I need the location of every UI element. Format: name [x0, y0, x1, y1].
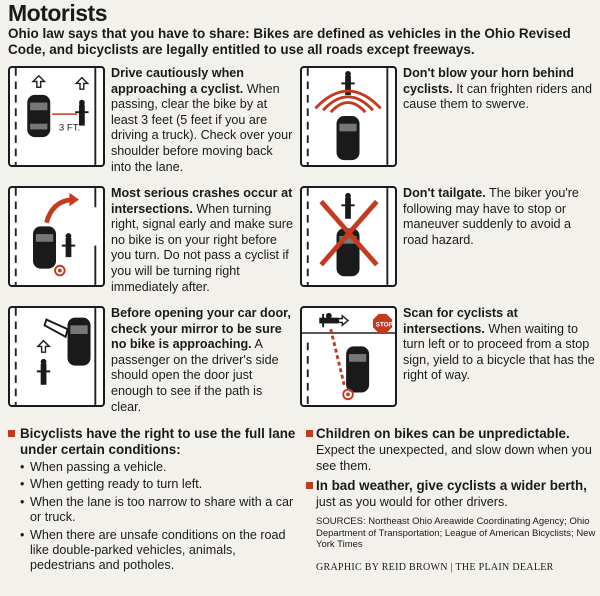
panel-tailgate [300, 186, 595, 287]
list-item: • When getting ready to turn left. [20, 477, 298, 492]
panel-passing-heading: Drive cautiously when approaching a cyclist. [111, 66, 244, 96]
list-item: • When the lane is too narrow to share with a car or truck. [20, 495, 298, 526]
car-door-illustration [8, 306, 105, 407]
panel-scan-text [403, 306, 595, 407]
sources-text: SOURCES: Northeast Ohio Areawide Coordinating Agency; Ohio Department of Transportation; League of American Bicyclists; New York Times [316, 516, 596, 550]
graphic-credit: GRAPHIC BY REID BROWN | THE PLAIN DEALER [316, 562, 554, 573]
panel-scan [300, 306, 595, 407]
distance-label: 3 FT. [58, 122, 81, 134]
bicyclists-list [8, 460, 298, 574]
panel-horn-heading: Don't blow your horn behind cyclists. [403, 66, 574, 96]
panel-passing-text [111, 66, 293, 175]
panel-door [8, 306, 293, 415]
stop-sign-label: STOP [375, 321, 393, 329]
panel-passing-body: When passing, clear the bike by at least 3 feet (5 feet if you are driving a truck). Check over your shoulder before moving back into the lane. [111, 81, 293, 174]
stop-sign-illustration [300, 306, 397, 407]
children-note-heading: Children on bikes can be unpredictable. [316, 426, 570, 441]
list-item: • When passing a vehicle. [20, 460, 298, 475]
bicyclists-section [8, 426, 298, 576]
bullet-square-icon [306, 430, 313, 437]
children-note [306, 426, 594, 474]
panel-scan-body: When waiting to turn left or to proceed from a stop sign, yield to a bicycle that has the right of way. [403, 321, 595, 383]
panel-passing [8, 66, 293, 175]
panel-tailgate-heading: Don't tailgate. [403, 186, 486, 200]
weather-note [306, 478, 594, 510]
tailgate-illustration [300, 186, 397, 287]
panel-door-body: A passenger on the driver's side should open the door just enough to see if the path is clear. [111, 337, 279, 414]
panel-intersection-heading: Most serious crashes occur at intersections. [111, 186, 293, 216]
panel-tailgate-text [403, 186, 595, 287]
panel-door-text [111, 306, 293, 415]
bicyclists-heading: Bicyclists have the right to use the full lane under certain conditions: [8, 426, 298, 458]
panel-intersection-body: When turning right, signal early and make sure no bike is on your right before you turn. Do not pass a cyclist if you will be turning right immediately after. [111, 201, 294, 294]
passing-illustration [8, 66, 105, 167]
panel-scan-heading: Scan for cyclists at intersections. [403, 306, 518, 336]
panel-horn [300, 66, 595, 167]
panel-door-heading: Before opening your car door, check your mirror to be sure no bike is approaching. [111, 306, 291, 352]
list-item: • When there are unsafe conditions on the road like double-parked vehicles, animals, pedestrians and potholes. [20, 528, 298, 574]
horn-illustration [300, 66, 397, 167]
bullet-square-icon [306, 482, 313, 489]
right-turn-illustration [8, 186, 105, 287]
panel-horn-text [403, 66, 595, 167]
weather-note-heading: In bad weather, give cyclists a wider berth, [316, 478, 587, 493]
bullet-square-icon [8, 430, 15, 437]
panel-horn-body: It can frighten riders and cause them to swerve. [403, 81, 593, 112]
intro-text: Ohio law says that you have to share: Bikes are defined as vehicles in the Ohio Revised Code, and bicyclists are legally entitled to use all roads except freeways. [8, 26, 571, 57]
weather-note-body: just as you would for other drivers. [316, 495, 508, 509]
panel-intersection [8, 186, 293, 295]
page-title: Motorists [8, 0, 107, 26]
panel-intersection-text [111, 186, 293, 295]
children-note-body: Expect the unexpected, and slow down when you see them. [316, 443, 592, 473]
panel-tailgate-body: The biker you're following may have to stop or maneuver suddenly to avoid a road hazard. [403, 186, 579, 247]
